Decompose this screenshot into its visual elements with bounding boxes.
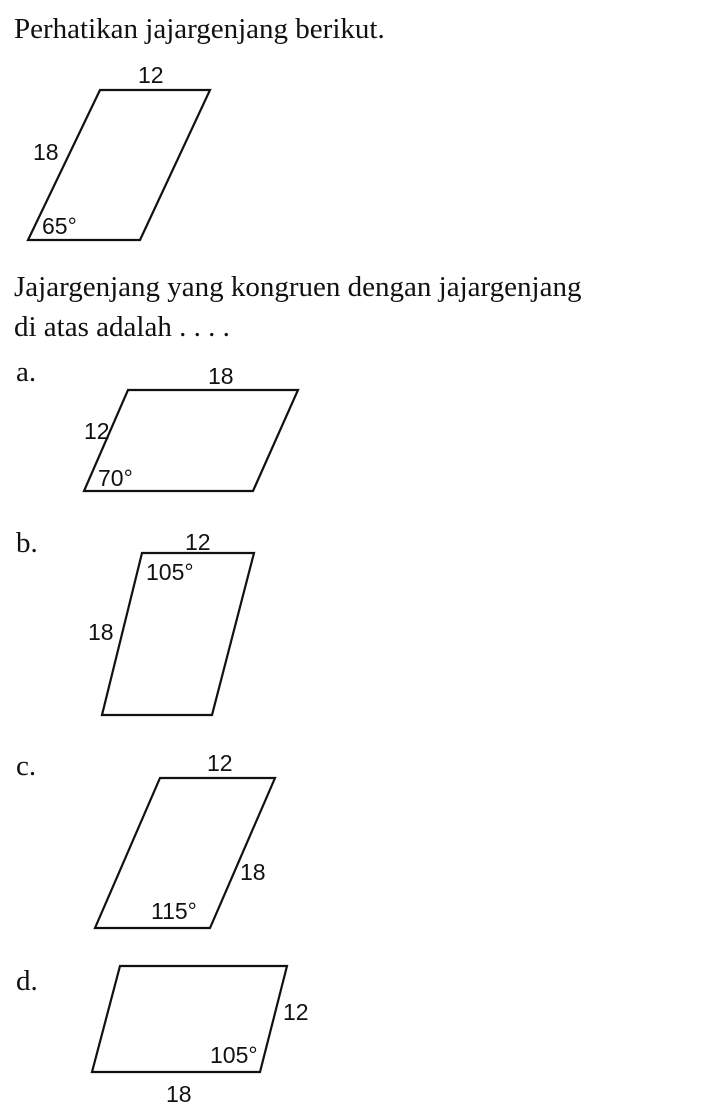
option-b-letter: b. [16, 527, 38, 559]
option-d-parallelogram[interactable] [92, 966, 309, 1107]
option-c-letter: c. [16, 750, 37, 782]
reference-left-label: 18 [33, 139, 59, 165]
prompt-line-2: di atas adalah . . . . [14, 311, 230, 343]
intro-text: Perhatikan jajargenjang berikut. [14, 13, 385, 45]
option-a-parallelogram[interactable] [84, 363, 298, 491]
option-b-left-label: 18 [88, 619, 114, 645]
option-b-angle-label: 105° [146, 559, 194, 585]
option-d-letter: d. [16, 965, 38, 997]
reference-angle-label: 65° [42, 213, 77, 239]
option-a-letter: a. [16, 356, 37, 388]
reference-top-label: 12 [138, 62, 164, 88]
option-d-shape [92, 966, 287, 1072]
option-a-angle-label: 70° [98, 465, 133, 491]
option-c-angle-label: 115° [151, 898, 197, 924]
option-d-bottom-label: 18 [166, 1081, 192, 1107]
option-c-parallelogram[interactable] [95, 750, 275, 928]
option-b-top-label: 12 [185, 529, 211, 555]
option-a-left-label: 12 [84, 418, 110, 444]
option-c-top-label: 12 [207, 750, 233, 776]
option-b-parallelogram[interactable] [88, 529, 254, 715]
prompt-line-1: Jajargenjang yang kongruen dengan jajargenjang [14, 271, 582, 303]
option-d-angle-label: 105° [210, 1042, 258, 1068]
option-d-right-label: 12 [283, 999, 309, 1025]
option-c-right-label: 18 [240, 859, 266, 885]
option-a-top-label: 18 [208, 363, 234, 389]
reference-parallelogram [28, 62, 210, 240]
